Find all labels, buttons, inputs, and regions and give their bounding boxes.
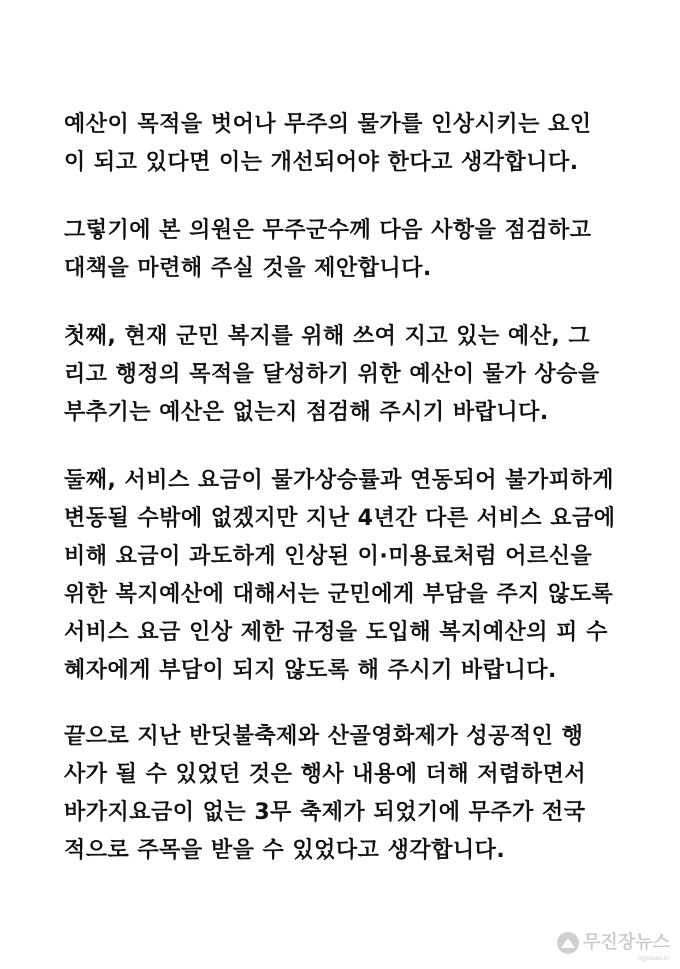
text-line: 혜자에게 부담이 되지 않도록 해 주시기 바랍니다. [64, 658, 557, 683]
text-line: 이 되고 있다면 이는 개선되어야 한다고 생각합니다. [64, 150, 579, 175]
watermark [557, 932, 670, 962]
text-line: 리고 행정의 목적을 달성하기 위한 예산이 물가 상승을 [64, 362, 600, 387]
text-line: 그렇기에 본 의원은 무주군수께 다음 사항을 점검하고 [64, 218, 592, 243]
text-line: 둘째, 서비스 요금이 물가상승률과 연동되어 불가피하게 [64, 468, 614, 493]
mountain-logo-icon [557, 932, 579, 954]
text-line: 서비스 요금 인상 제한 규정을 도입해 복지예산의 피 수 [64, 620, 608, 645]
text-line: 바가지요금이 없는 3무 축제가 되었기에 무주가 전국 [64, 800, 586, 825]
text-line: 부추기는 예산은 없는지 점검해 주시기 바랍니다. [64, 400, 549, 425]
text-line: 예산이 목적을 벗어나 무주의 물가를 인상시키는 요인 [64, 112, 592, 137]
watermark-url: mjjnews.kr [637, 955, 670, 962]
text-line: 위한 복지예산에 대해서는 군민에게 부담을 주지 않도록 [64, 582, 614, 607]
paragraph-1 [64, 106, 634, 182]
watermark-title: 무진장뉴스 [583, 932, 670, 953]
paragraph-3 [64, 318, 634, 432]
text-line: 적으로 주목을 받을 수 있었다고 생각합니다. [64, 838, 506, 863]
text-line: 끝으로 지난 반딧불축제와 산골영화제가 성공적인 행 [64, 724, 584, 749]
text-line: 대책을 마련해 주실 것을 제안합니다. [64, 256, 432, 281]
text-line: 첫째, 현재 군민 복지를 위해 쓰여 지고 있는 예산, 그 [64, 324, 591, 349]
text-line: 변동될 수밖에 없겠지만 지난 4년간 다른 서비스 요금에 [64, 506, 616, 531]
paragraph-5 [64, 718, 634, 870]
text-line: 비해 요금이 과도하게 인상된 이·미용료처럼 어르신을 [64, 544, 593, 569]
watermark-name [583, 932, 670, 962]
text-line: 사가 될 수 있었던 것은 행사 내용에 더해 저렴하면서 [64, 762, 587, 787]
paragraph-4 [64, 462, 634, 690]
paragraph-2 [64, 212, 634, 288]
